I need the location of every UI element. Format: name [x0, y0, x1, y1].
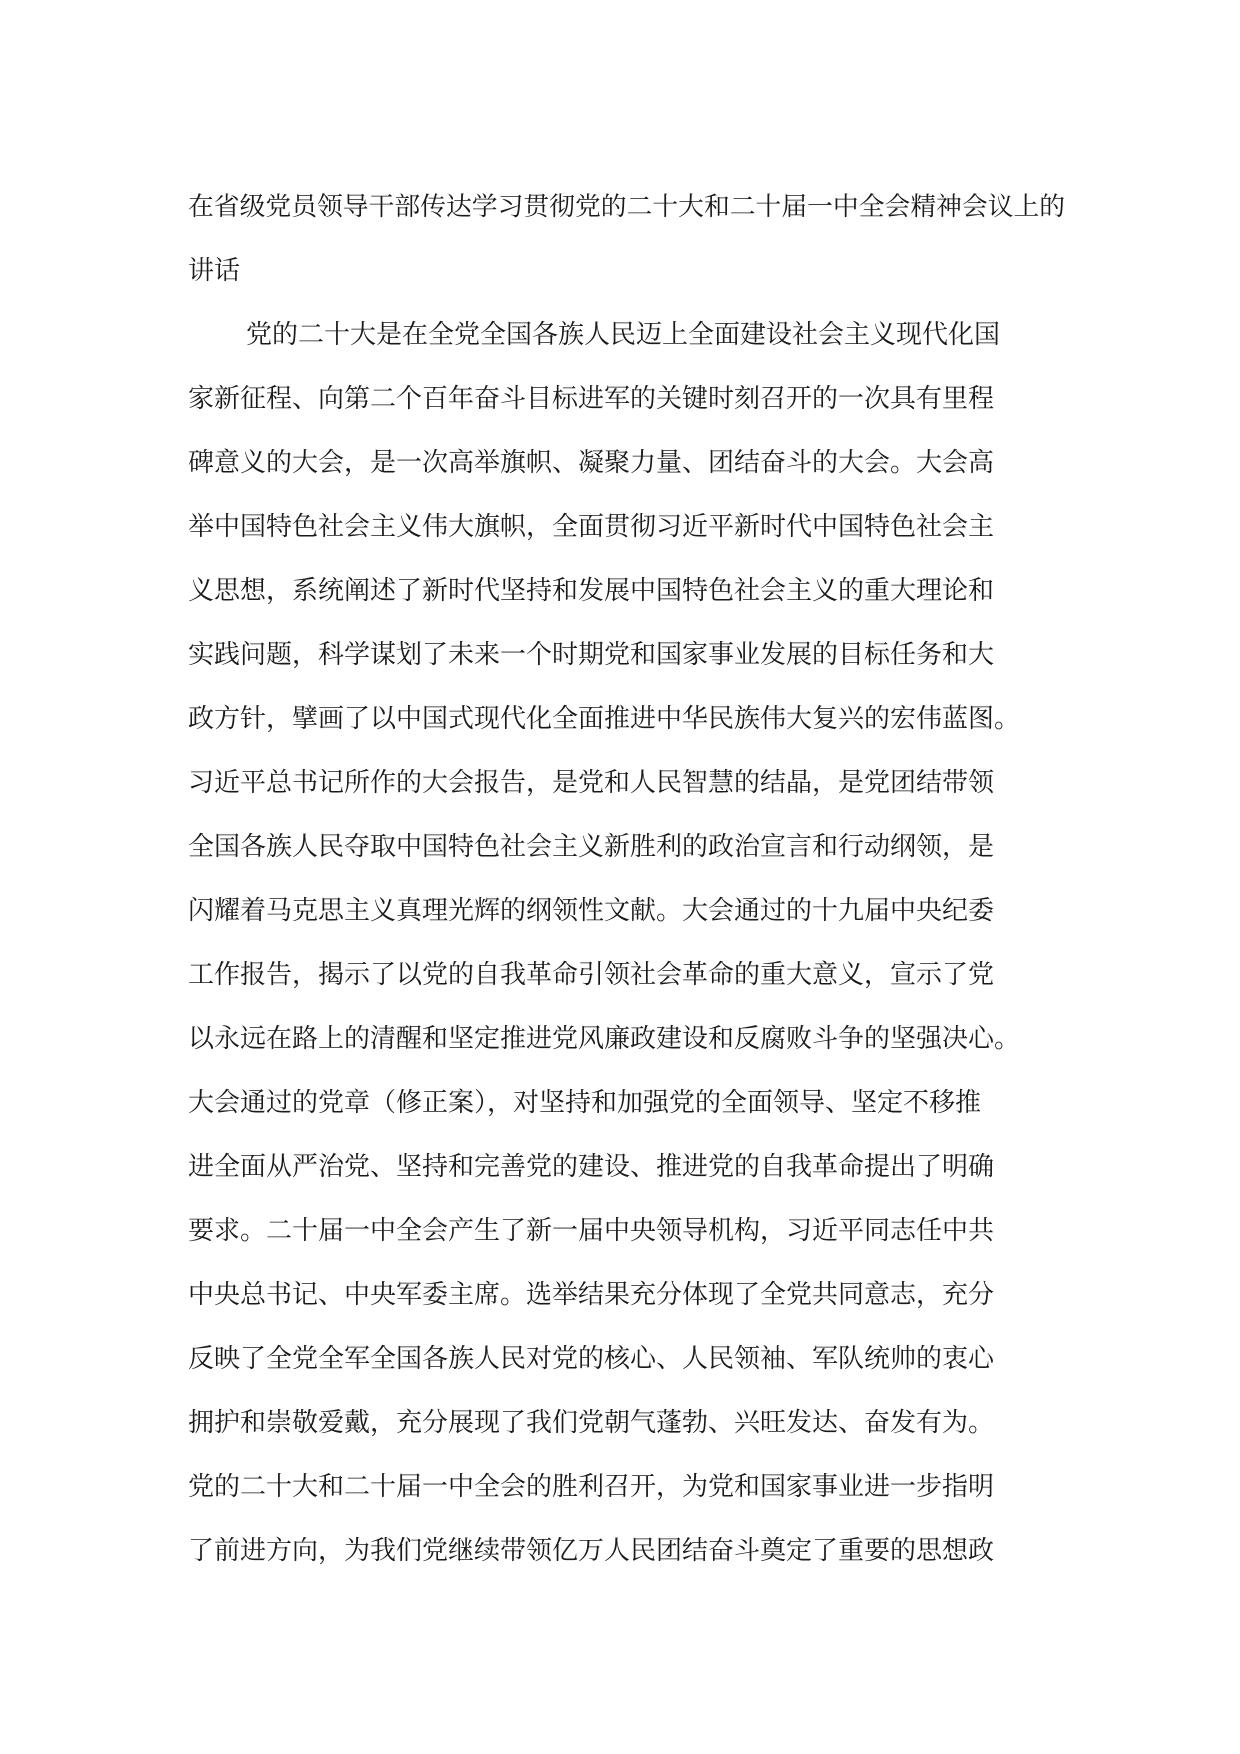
paragraph-line: 碑意义的大会，是一次高举旗帜、凝聚力量、团结奋斗的大会。大会高 — [188, 448, 995, 478]
paragraph-line: 了前进方向，为我们党继续带领亿万人民团结奋斗奠定了重要的思想政 — [188, 1536, 995, 1566]
title-line: 讲话 — [188, 256, 241, 286]
paragraph-line: 进全面从严治党、坚持和完善党的建设、推进党的自我革命提出了明确 — [188, 1152, 995, 1182]
paragraph-line: 工作报告，揭示了以党的自我革命引领社会革命的重大意义，宣示了党 — [188, 960, 995, 990]
paragraph-line: 拥护和崇敬爱戴，充分展现了我们党朝气蓬勃、兴旺发达、奋发有为。 — [188, 1408, 995, 1438]
paragraph-line: 中央总书记、中央军委主席。选举结果充分体现了全党共同意志，充分 — [188, 1280, 995, 1310]
paragraph-line: 举中国特色社会主义伟大旗帜，全面贯彻习近平新时代中国特色社会主 — [188, 512, 995, 542]
paragraph-line: 大会通过的党章（修正案），对坚持和加强党的全面领导、坚定不移推 — [188, 1088, 982, 1118]
paragraph-line: 全国各族人民夺取中国特色社会主义新胜利的政治宣言和行动纲领，是 — [188, 832, 995, 862]
paragraph-line: 义思想，系统阐述了新时代坚持和发展中国特色社会主义的重大理论和 — [188, 576, 995, 606]
paragraph-line: 习近平总书记所作的大会报告，是党和人民智慧的结晶，是党团结带领 — [188, 768, 995, 798]
paragraph-line: 反映了全党全军全国各族人民对党的核心、人民领袖、军队统帅的衷心 — [188, 1344, 995, 1374]
paragraph-first-line: 党的二十大是在全党全国各族人民迈上全面建设社会主义现代化国 — [246, 320, 1001, 350]
paragraph-line: 闪耀着马克思主义真理光辉的纲领性文献。大会通过的十九届中央纪委 — [188, 896, 995, 926]
title-line: 在省级党员领导干部传达学习贯彻党的二十大和二十届一中全会精神会议上的 — [188, 192, 1066, 222]
paragraph-line: 家新征程、向第二个百年奋斗目标进军的关键时刻召开的一次具有里程 — [188, 384, 995, 414]
document-title — [188, 175, 1068, 303]
paragraph-line: 党的二十大和二十届一中全会的胜利召开，为党和国家事业进一步指明 — [188, 1472, 995, 1502]
paragraph-line: 实践问题，科学谋划了未来一个时期党和国家事业发展的目标任务和大 — [188, 640, 995, 670]
paragraph-line: 以永远在路上的清醒和坚定推进党风廉政建设和反腐败斗争的坚强决心。 — [188, 1024, 1021, 1054]
paragraph-line: 要求。二十届一中全会产生了新一届中央领导机构，习近平同志任中共 — [188, 1216, 995, 1246]
paragraph-line: 政方针，擘画了以中国式现代化全面推进中华民族伟大复兴的宏伟蓝图。 — [188, 704, 1021, 734]
document-body — [188, 303, 1068, 1583]
